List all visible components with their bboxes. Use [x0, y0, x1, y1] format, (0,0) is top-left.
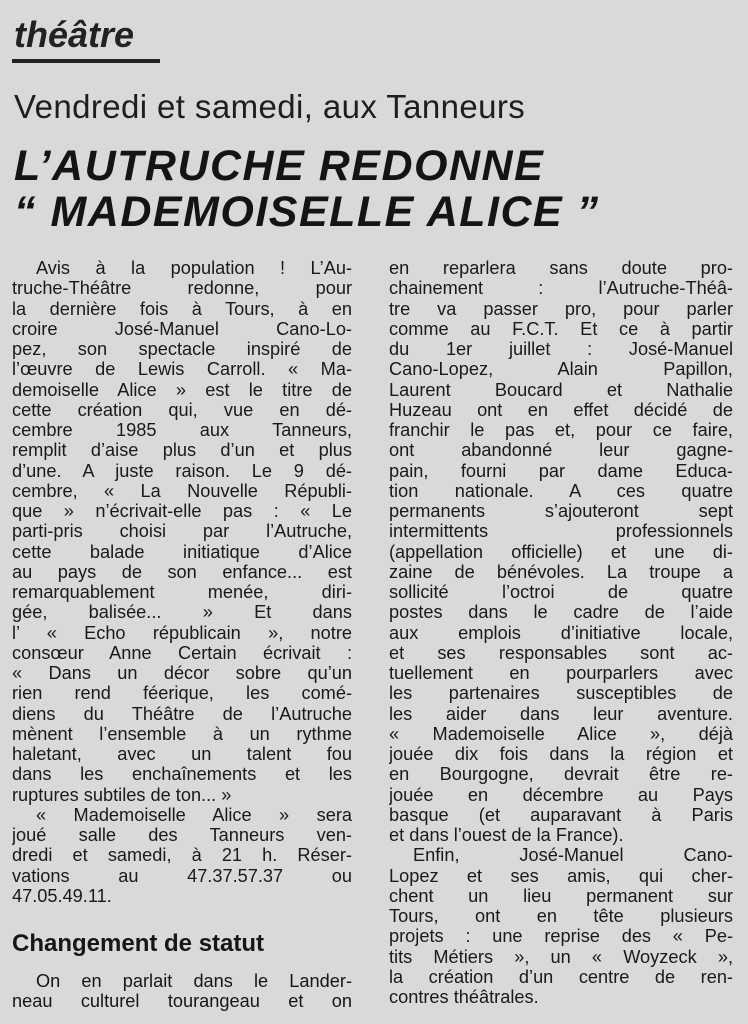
section-rubric: théâtre: [14, 14, 135, 55]
text-line: 47.05.49.11.: [12, 885, 112, 906]
text-line: et ses responsables sont ac-: [389, 642, 733, 663]
text-line: On en parlait dans le Lander-: [36, 971, 352, 991]
text-line: franchir le pas et, pour ce faire,: [389, 420, 733, 440]
text-line: « Mademoiselle Alice » sera: [36, 804, 352, 825]
text-line: tre va passer pro, pour parler: [389, 298, 733, 319]
article-column-right: [389, 258, 733, 1007]
text-line: cembre, « La Nouvelle Républi-: [12, 480, 352, 501]
text-line: Avis à la population ! L’Au-: [36, 258, 352, 278]
text-line: Cano-Lopez, Alain Papillon,: [389, 359, 733, 380]
article-column-left: [12, 258, 352, 906]
text-line: consœur Anne Certain écrivait :: [12, 642, 352, 663]
text-line: tuellement en pourparlers avec: [389, 663, 733, 683]
text-line: intermittents professionnels: [389, 521, 733, 542]
text-line: « Dans un décor sobre qu’un: [12, 663, 352, 683]
text-line: neau culturel tourangeau et on: [12, 991, 352, 1012]
text-line: au pays de son enfance... est: [12, 561, 352, 582]
article-subheading: Vendredi et samedi, aux Tanneurs: [14, 88, 526, 125]
text-line: pain, fourni par dame Educa-: [389, 460, 733, 481]
text-line: chainement : l’Autruche-Théâ-: [389, 278, 733, 299]
text-line: basque (et auparavant à Paris: [389, 804, 733, 825]
text-line: jouée dix fois dans la région et: [389, 744, 733, 764]
text-line: cette création qui, vue en dé-: [12, 399, 352, 420]
text-line: (appellation officielle) et une di-: [389, 541, 733, 562]
text-line: les aider dans leur aventure.: [389, 703, 733, 724]
text-line: diens du Théâtre de l’Autruche: [12, 703, 352, 724]
text-line: l’ « Echo républicain », notre: [12, 622, 352, 643]
text-line: mènent l’ensemble à un rythme: [12, 723, 352, 744]
text-line: en Bourgogne, devrait être re-: [389, 764, 733, 785]
text-line: zaine de bénévoles. La troupe a: [389, 561, 733, 582]
text-line: Tours, ont en tête plusieurs: [389, 906, 733, 926]
text-line: rien rend féerique, les comé-: [12, 683, 352, 704]
text-line: joué salle des Tanneurs ven-: [12, 825, 352, 845]
section-title: Changement de statut: [12, 930, 265, 957]
text-line: croire José-Manuel Cano-Lo-: [12, 318, 352, 339]
text-line: d’une. A juste raison. Le 9 dé-: [12, 460, 352, 481]
text-line: pez, son spectacle inspiré de: [12, 339, 352, 359]
text-line: comme au F.C.T. Et ce à partir: [389, 318, 733, 339]
article-column-left-continued: [12, 971, 352, 1012]
text-line: tits Métiers », un « Woyzeck »,: [389, 946, 733, 967]
text-line: parti-pris choisi par l’Autruche,: [12, 521, 352, 542]
text-line: l’œuvre de Lewis Carroll. « Ma-: [12, 359, 352, 380]
text-line: chent un lieu permanent sur: [389, 885, 733, 906]
text-line: permanents s’ajouteront sept: [389, 501, 733, 521]
text-line: remplit d’aise plus d’un et plus: [12, 440, 352, 461]
text-line: Lopez et ses amis, qui cher-: [389, 865, 733, 886]
text-line: Huzeau ont en effet décidé de: [389, 399, 733, 420]
text-line: truche-Théâtre redonne, pour: [12, 278, 352, 299]
text-line: la création d’un centre de ren-: [389, 966, 733, 987]
text-line: dans les enchaînements et les: [12, 764, 352, 785]
text-line: que » n’écrivait-elle pas : « Le: [12, 501, 352, 521]
text-line: cette balade initiatique d’Alice: [12, 541, 352, 562]
text-line: postes dans le cadre de l’aide: [389, 602, 733, 623]
text-line: vations au 47.37.57.37 ou: [12, 865, 352, 886]
text-line: aux emplois d’initiative locale,: [389, 622, 733, 643]
text-line: contres théâtrales.: [389, 987, 539, 1007]
text-line: ruptures subtiles de ton... »: [12, 784, 232, 805]
text-line: Enfin, José-Manuel Cano-: [413, 845, 733, 866]
text-line: du 1er juillet : José-Manuel: [389, 339, 733, 359]
text-line: jouée en décembre au Pays: [389, 784, 733, 805]
headline-line-1: L’AUTRUCHE REDONNE: [14, 142, 545, 190]
text-line: haletant, avec un talent fou: [12, 744, 352, 764]
text-line: ont abandonné leur gagne-: [389, 440, 733, 461]
text-line: dredi et samedi, à 21 h. Réser-: [12, 845, 352, 866]
text-line: cembre 1985 aux Tanneurs,: [12, 420, 352, 440]
text-line: la dernière fois à Tours, à en: [12, 298, 352, 319]
text-line: remarquablement menée, diri-: [12, 582, 352, 602]
text-line: demoiselle Alice » est le titre de: [12, 379, 352, 400]
headline-line-2: “ MADEMOISELLE ALICE ”: [14, 188, 600, 236]
text-line: sollicité l’octroi de quatre: [389, 582, 733, 602]
text-line: tion nationale. A ces quatre: [389, 480, 733, 501]
text-line: et dans l’ouest de la France).: [389, 825, 624, 845]
text-line: les partenaires susceptibles de: [389, 683, 733, 704]
text-line: « Mademoiselle Alice », déjà: [389, 723, 733, 744]
text-line: gée, balisée... » Et dans: [12, 602, 352, 623]
rubric-underline: [12, 59, 160, 63]
text-line: en reparlera sans doute pro-: [389, 258, 733, 278]
text-line: projets : une reprise des « Pe-: [389, 926, 733, 947]
text-line: Laurent Boucard et Nathalie: [389, 379, 733, 400]
